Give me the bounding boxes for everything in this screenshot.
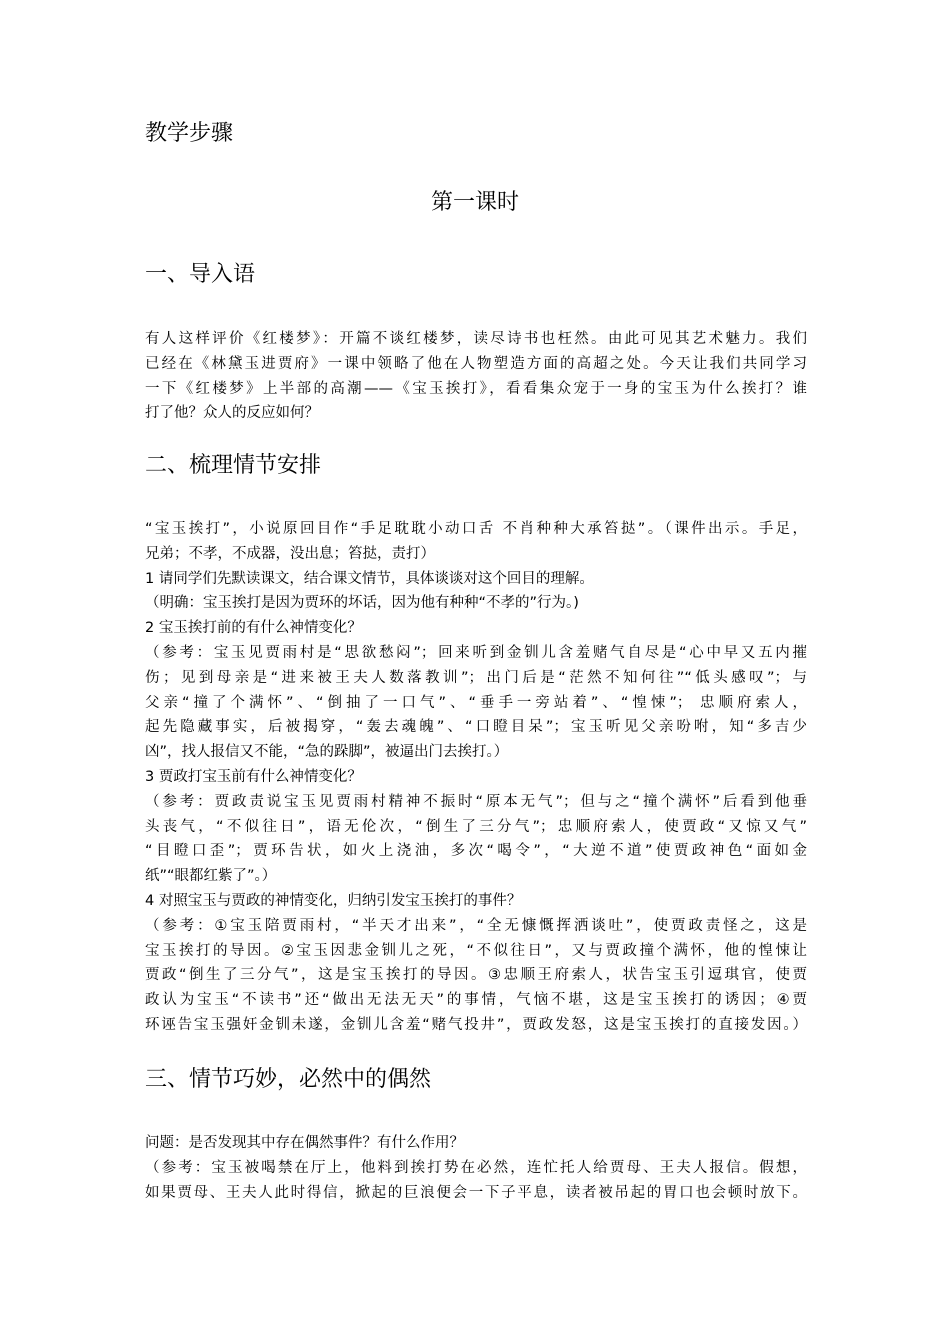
paragraph-line: 3 贾政打宝玉前有什么神情变化？ bbox=[145, 768, 362, 785]
paragraph-line: 纸”“眼都红紫了”。） bbox=[145, 868, 277, 885]
section1-heading: 一、导入语 bbox=[145, 262, 256, 287]
section1-paragraph bbox=[145, 327, 807, 426]
section2-paragraph bbox=[145, 517, 807, 1038]
heading-teaching-steps: 教学步骤 bbox=[145, 121, 234, 146]
paragraph-line: 父亲“撞了个满怀”、“倒抽了一口气”、“垂手一旁站着”、“惶悚”； 忠顺府索人， bbox=[145, 694, 807, 711]
lesson-title: 第一课时 bbox=[430, 190, 519, 215]
paragraph-line: （参考：①宝玉陪贾雨村，“半天才出来”，“全无慷慨挥洒谈吐”，使贾政责怪之，这是 bbox=[145, 917, 807, 934]
paragraph-line: （参考：宝玉被喝禁在厅上，他料到挨打势在必然，连忙托人给贾母、王夫人报信。假想， bbox=[145, 1159, 807, 1176]
paragraph-line: “宝玉挨打”，小说原回目作“手足耽耽小动口舌 不肖种种大承笞挞”。（课件出示。手足， bbox=[145, 521, 807, 537]
paragraph-line: 起先隐藏事实，后被揭穿，“轰去魂魄”、“口瞪目呆”；宝玉听见父亲吩咐，知“多吉少 bbox=[145, 719, 807, 736]
paragraph-line: 一下《红楼梦》上半部的高潮——《宝玉挨打》，看看集众宠于一身的宝玉为什么挨打？谁 bbox=[145, 380, 807, 397]
paragraph-line: 已经在《林黛玉进贾府》一课中领略了他在人物塑造方面的高超之处。今天让我们共同学习 bbox=[145, 355, 807, 372]
paragraph-line: 贾政“倒生了三分气”，这是宝玉挨打的导因。③忠顺王府索人，状告宝玉引逗琪官，使贾 bbox=[145, 967, 807, 984]
paragraph-line: “目瞪口歪”；贾环告状，如火上浇油，多次“喝令”，“大逆不道”使贾政神色“面如金 bbox=[145, 843, 807, 860]
paragraph-line: 头丧气，“不似往日”，语无伦次，“倒生了三分气”；忠顺府索人，使贾政“又惊又气” bbox=[145, 818, 807, 835]
paragraph-line: 伤；见到母亲是“进来被王夫人数落教训”；出门后是“茫然不知何往”“低头感叹”；与 bbox=[145, 669, 807, 686]
paragraph-line: 问题：是否发现其中存在偶然事件？有什么作用？ bbox=[145, 1135, 464, 1151]
paragraph-line: 2 宝玉挨打前的有什么神情变化？ bbox=[145, 620, 362, 637]
paragraph-line: 环诬告宝玉强奸金钏未遂，金钏儿含羞“赌气投井”，贾政发怒，这是宝玉挨打的直接发因。） bbox=[145, 1016, 807, 1033]
paragraph-line: 1 请同学们先默读课文，结合课文情节，具体谈谈对这个回目的理解。 bbox=[145, 570, 594, 587]
section2-heading: 二、梳理情节安排 bbox=[145, 453, 322, 478]
paragraph-line: 凶”，找人报信又不能，“急的跺脚”，被逼出门去挨打。） bbox=[145, 744, 509, 761]
paragraph-line: 4 对照宝玉与贾政的神情变化，归纳引发宝玉挨打的事件？ bbox=[145, 892, 522, 909]
section3-heading: 三、情节巧妙，必然中的偶然 bbox=[145, 1067, 432, 1092]
paragraph-line: 兄弟；不孝，不成器，没出息；笞挞，责打） bbox=[145, 545, 435, 562]
paragraph-line: （参考：贾政责说宝玉见贾雨村精神不振时“原本无气”；但与之“撞个满怀”后看到他垂 bbox=[145, 793, 807, 810]
paragraph-line: （明确：宝玉挨打是因为贾环的坏话，因为他有种种“不孝的”行为。) bbox=[145, 595, 579, 612]
paragraph-line: 宝玉挨打的导因。②宝玉因悲金钏儿之死，“不似往日”，又与贾政撞个满怀，他的惶悚让 bbox=[145, 942, 807, 959]
paragraph-line: 有人这样评价《红楼梦》：开篇不谈红楼梦，读尽诗书也枉然。由此可见其艺术魅力。我们 bbox=[145, 331, 807, 347]
section3-paragraph bbox=[145, 1131, 807, 1205]
paragraph-line: 政认为宝玉“不读书”还“做出无法无天”的事情，气恼不堪，这是宝玉挨打的诱因；④贾 bbox=[145, 992, 807, 1009]
paragraph-line: 如果贾母、王夫人此时得信，掀起的巨浪便会一下子平息，读者被吊起的胃口也会顿时放下。 bbox=[145, 1184, 807, 1201]
paragraph-line: （参考：宝玉见贾雨村是“思欲愁闷”；回来听到金钏儿含羞赌气自尽是“心中早又五内摧 bbox=[145, 644, 807, 661]
paragraph-line: 打了他？众人的反应如何？ bbox=[145, 405, 319, 422]
